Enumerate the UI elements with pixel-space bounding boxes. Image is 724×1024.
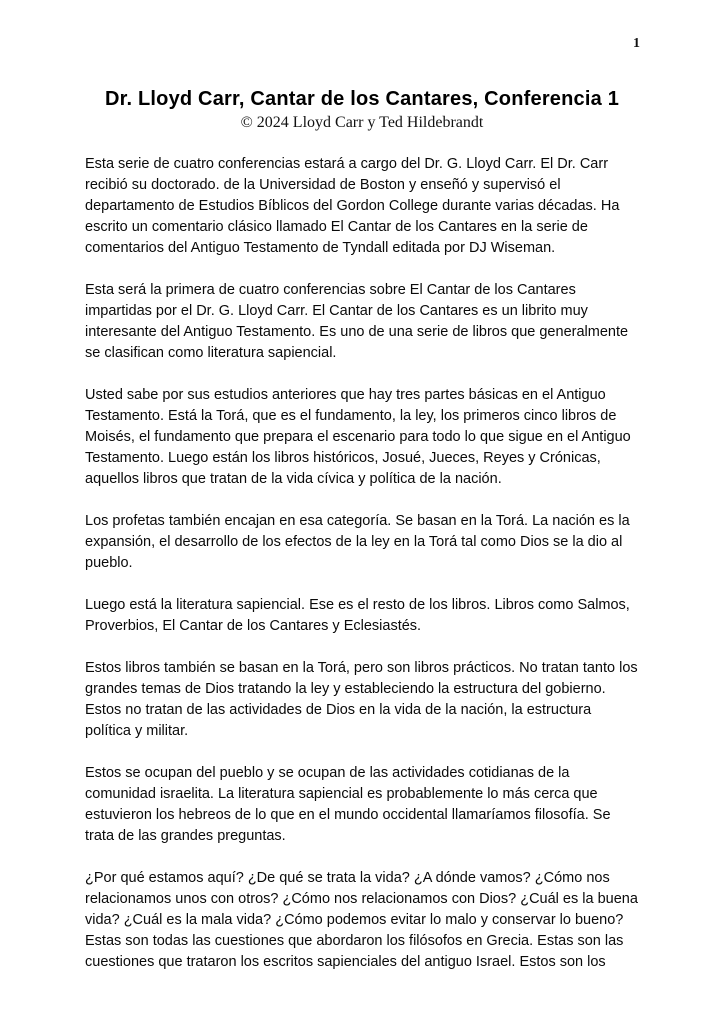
paragraph: ¿Por qué estamos aquí? ¿De qué se trata la vida? ¿A dónde vamos? ¿Cómo nos relacionamos unos con otros? ¿Cómo nos relacionamos con Dios? ¿Cuál es la buena vida? ¿Cuál es la mala vida? ¿Cómo podemos evitar lo malo y conservar lo bueno? Estas son todas las cuestiones que abordaron los filósofos en Grecia. Estas son las cuestiones que trataron los escritos sapienciales del antiguo Israel. Estos son los bbox=[85, 870, 638, 970]
paragraph: Usted sabe por sus estudios anteriores que hay tres partes básicas en el Antiguo Testamento. Está la Torá, que es el fundamento, la ley, los primeros cinco libros de Moisés, el fundamento que prepara el escenario para todo lo que sigue en el Antiguo Testamento. Luego están los libros históricos, Josué, Jueces, Reyes y Crónicas, aquellos libros que tratan de la vida cívica y política de la nación. bbox=[85, 387, 631, 487]
paragraph: Luego está la literatura sapiencial. Ese es el resto de los libros. Libros como Salmos, Proverbios, El Cantar de los Cantares y Eclesiastés. bbox=[85, 597, 630, 634]
document-title: Dr. Lloyd Carr, Cantar de los Cantares, Conferencia 1 bbox=[104, 88, 620, 110]
document-header bbox=[0, 0, 724, 132]
paragraph: Estos se ocupan del pueblo y se ocupan de las actividades cotidianas de la comunidad israelita. La literatura sapiencial es probablemente lo más cerca que estuvieron los hebreos de lo que en el mundo occidental llamaríamos filosofía. Se trata de las grandes preguntas. bbox=[85, 765, 611, 844]
paragraph: Los profetas también encajan en esa categoría. Se basan en la Torá. La nación es la expansión, el desarrollo de los efectos de la ley en la Torá tal como Dios se la dio al pueblo. bbox=[85, 513, 630, 571]
page-number: 1 bbox=[633, 36, 640, 51]
paragraph: Esta serie de cuatro conferencias estará a cargo del Dr. G. Lloyd Carr. El Dr. Carr recibió su doctorado. de la Universidad de Boston y enseñó y supervisó el departamento de Estudios Bíblicos del Gordon College durante varias décadas. Ha escrito un comentario clásico llamado El Cantar de los Cantares en la serie de comentarios del Antiguo Testamento de Tyndall editada por DJ Wiseman. bbox=[85, 156, 620, 256]
document-body bbox=[85, 154, 641, 973]
paragraph: Estos libros también se basan en la Torá, pero son libros prácticos. No tratan tanto los grandes temas de Dios tratando la ley y estableciendo la estructura del gobierno. Estos no tratan de las actividades de Dios en la vida de la nación, la estructura política y militar. bbox=[85, 660, 638, 739]
copyright-line: © 2024 Lloyd Carr y Ted Hildebrandt bbox=[240, 114, 484, 131]
paragraph: Esta será la primera de cuatro conferencias sobre El Cantar de los Cantares impartidas por el Dr. G. Lloyd Carr. El Cantar de los Cantares es un librito muy interesante del Antiguo Testamento. Es uno de una serie de libros que generalmente se clasifican como literatura sapiencial. bbox=[85, 282, 629, 361]
